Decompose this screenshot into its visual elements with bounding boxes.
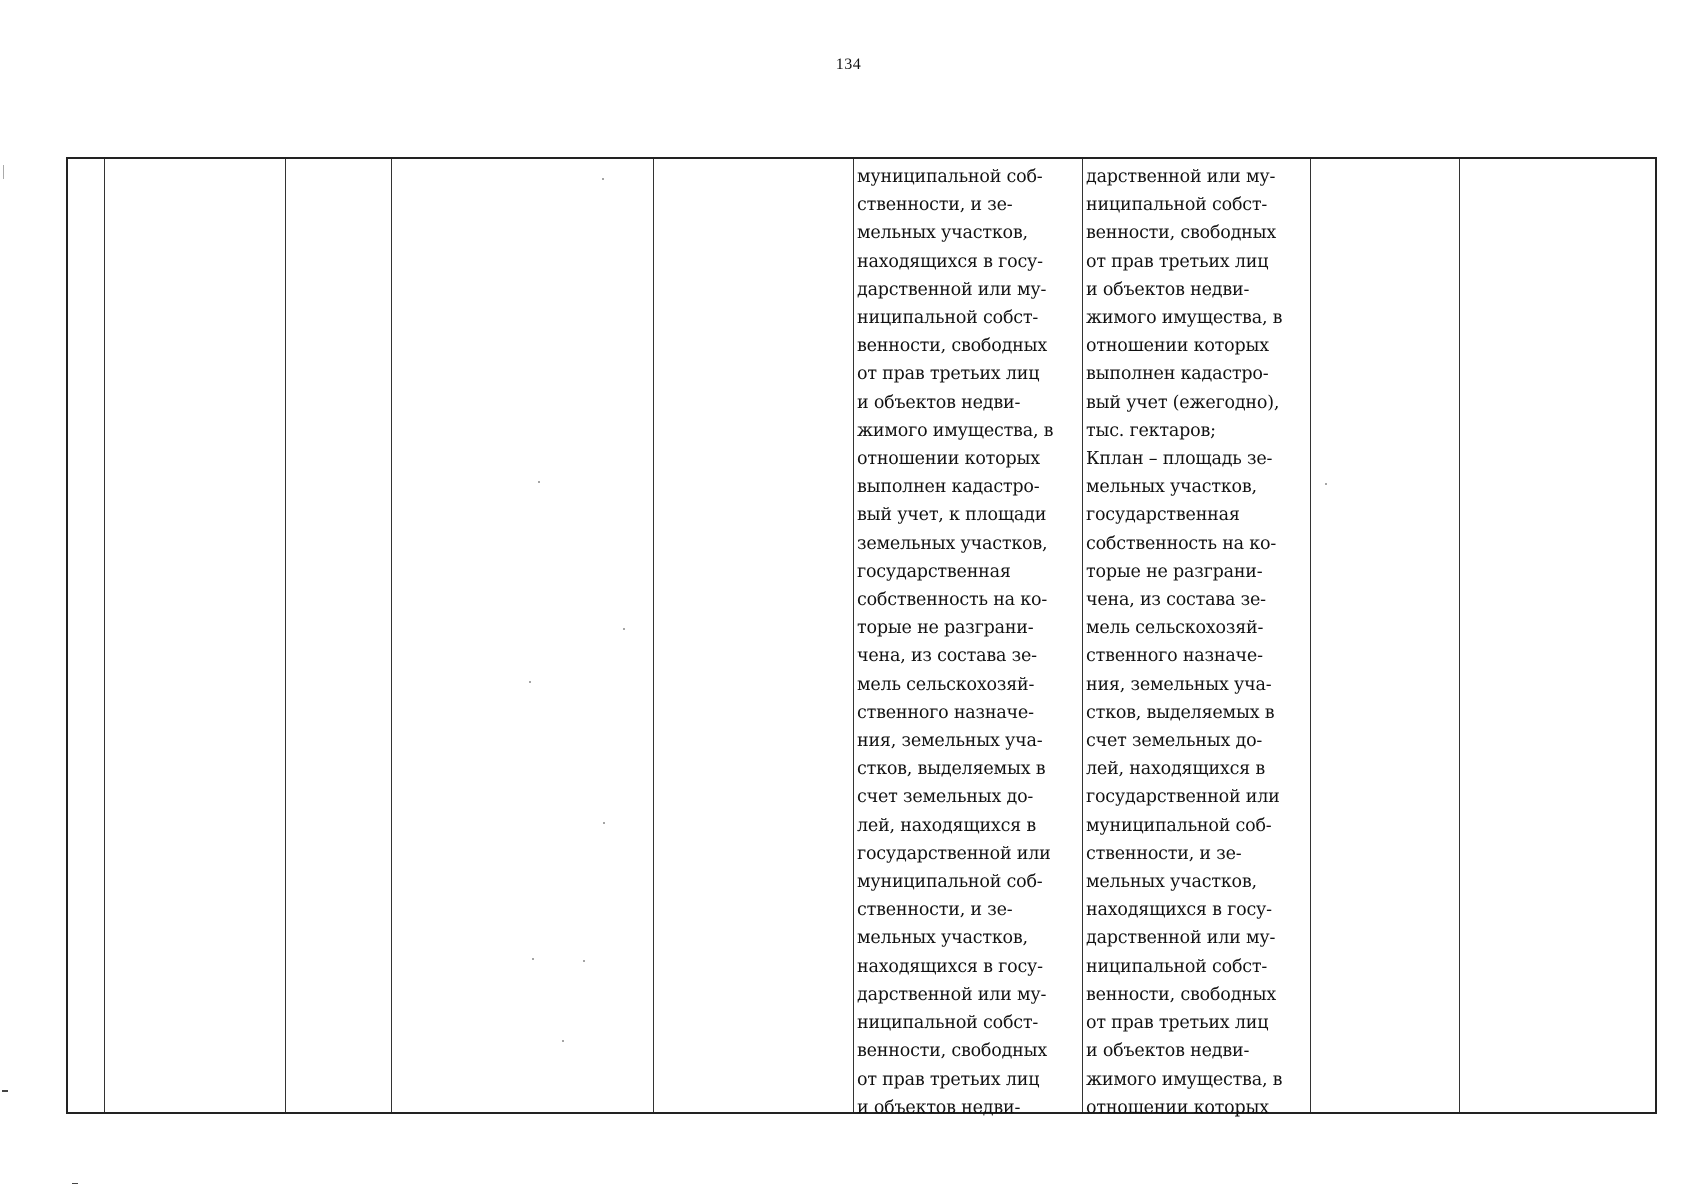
cell-text-line: Кплан – площадь зе- [1086, 449, 1273, 470]
cell-text-line: мельных участков, [857, 928, 1028, 949]
cell-text-line: торые не разграни- [1086, 561, 1263, 582]
cell-text-line: мельных участков, [1086, 477, 1257, 498]
cell-text-line: государственная [1086, 505, 1240, 526]
cell-text-line: венности, свободных [1086, 223, 1277, 244]
cell-text-line: ния, земельных уча- [857, 731, 1043, 752]
cell-text-line: и объектов недви- [1086, 1041, 1250, 1062]
cell-text-line: венности, свободных [857, 336, 1048, 357]
cell-text-line: государственной или [857, 843, 1051, 864]
table-cell-column-6 [857, 163, 1053, 1122]
column-divider [1310, 159, 1311, 1112]
cell-text-line: находящихся в госу- [857, 251, 1043, 272]
cell-text-line: жимого имущества, в [1086, 1069, 1283, 1090]
scan-speck [562, 1040, 564, 1042]
cell-text-line: тыс. гектаров; [1086, 420, 1216, 441]
cell-text-line: стков, выделяемых в [1086, 702, 1275, 723]
cell-text-line: венности, свободных [857, 1041, 1048, 1062]
table-cell-column-7 [1086, 163, 1282, 1122]
scan-speck [1325, 483, 1327, 485]
cell-text-line: ственного назначе- [1086, 646, 1263, 667]
cell-text-line: ниципальной собст- [1086, 956, 1268, 977]
cell-text-line: от прав третьих лиц [1086, 251, 1269, 272]
cell-text-line: вый учет (ежегодно), [1086, 392, 1280, 413]
cell-text-line: мельных участков, [1086, 872, 1257, 893]
cell-text-line: муниципальной соб- [1086, 815, 1272, 836]
cell-text-line: и объектов недви- [857, 392, 1021, 413]
cell-text-line: выполнен кадастро- [1086, 364, 1269, 385]
cell-text-line: и объектов недви- [1086, 279, 1250, 300]
cell-text-line: находящихся в госу- [1086, 900, 1272, 921]
cell-text-line: ственного назначе- [857, 702, 1034, 723]
cell-text-line: ниципальной собст- [857, 1013, 1039, 1034]
cell-text-line: отношении которых [857, 449, 1040, 470]
cell-text-line: мельных участков, [857, 223, 1028, 244]
cell-text-line: ниципальной собст- [1086, 195, 1268, 216]
cell-text-line: лей, находящихся в [1086, 759, 1266, 780]
cell-text-line: ния, земельных уча- [1086, 674, 1272, 695]
scan-edge-mark [3, 165, 4, 179]
cell-text-line: мель сельскохозяй- [857, 674, 1035, 695]
scan-edge-mark [72, 1183, 78, 1184]
cell-text-line: ственности, и зе- [857, 900, 1013, 921]
column-divider [1082, 159, 1083, 1112]
column-divider [853, 159, 854, 1112]
column-divider [285, 159, 286, 1112]
cell-text-line: от прав третьих лиц [1086, 1013, 1269, 1034]
scan-speck [602, 178, 604, 180]
cell-text-line: венности, свободных [1086, 984, 1277, 1005]
cell-text-line: собственность на ко- [1086, 533, 1277, 554]
cell-text-line: государственная [857, 561, 1011, 582]
cell-text-line: дарственной или му- [857, 984, 1047, 1005]
cell-text-line: торые не разграни- [857, 618, 1034, 639]
cell-text-line: от прав третьих лиц [857, 1069, 1040, 1090]
document-table [66, 157, 1657, 1118]
column-divider [653, 159, 654, 1112]
column-divider [104, 159, 105, 1112]
cell-text-line: отношении которых [1086, 336, 1269, 357]
cell-text-line: ниципальной собст- [857, 308, 1039, 329]
cell-text-line: ственности, и зе- [1086, 843, 1242, 864]
cell-text-line: стков, выделяемых в [857, 759, 1046, 780]
cell-text-line: жимого имущества, в [1086, 308, 1283, 329]
column-divider [1459, 159, 1460, 1112]
cell-text-line: чена, из состава зе- [857, 646, 1037, 667]
cell-text-line: счет земельных до- [1086, 731, 1263, 752]
cell-text-line: дарственной или му- [857, 279, 1047, 300]
cell-text-line: собственность на ко- [857, 590, 1048, 611]
cell-text-line: и объектов недви- [857, 1097, 1021, 1118]
scan-speck [623, 628, 625, 630]
cell-text-line: земельных участков, [857, 533, 1048, 554]
cell-text-line: дарственной или му- [1086, 167, 1276, 187]
cell-text-line: дарственной или му- [1086, 928, 1276, 949]
scan-speck [603, 822, 605, 824]
cell-text-line: вый учет, к площади [857, 505, 1047, 526]
cell-text-line: чена, из состава зе- [1086, 590, 1266, 611]
cell-text-line: от прав третьих лиц [857, 364, 1040, 385]
cell-text-line: муниципальной соб- [857, 167, 1043, 187]
cell-text-line: мель сельскохозяй- [1086, 618, 1264, 639]
cell-text-line: счет земельных до- [857, 787, 1034, 808]
scan-speck [529, 681, 531, 683]
scan-speck [538, 481, 540, 483]
cell-text-line: жимого имущества, в [857, 420, 1054, 441]
scan-edge-mark [2, 1090, 8, 1092]
scan-speck [583, 960, 585, 962]
scan-speck [532, 958, 534, 960]
column-divider [391, 159, 392, 1112]
cell-text-line: муниципальной соб- [857, 872, 1043, 893]
cell-text-line: ственности, и зе- [857, 195, 1013, 216]
cell-text-line: отношении которых [1086, 1097, 1269, 1118]
cell-text-line: государственной или [1086, 787, 1280, 808]
cell-text-line: находящихся в госу- [857, 956, 1043, 977]
cell-text-line: выполнен кадастро- [857, 477, 1040, 498]
cell-text-line: лей, находящихся в [857, 815, 1037, 836]
page-number: 134 [835, 56, 862, 73]
